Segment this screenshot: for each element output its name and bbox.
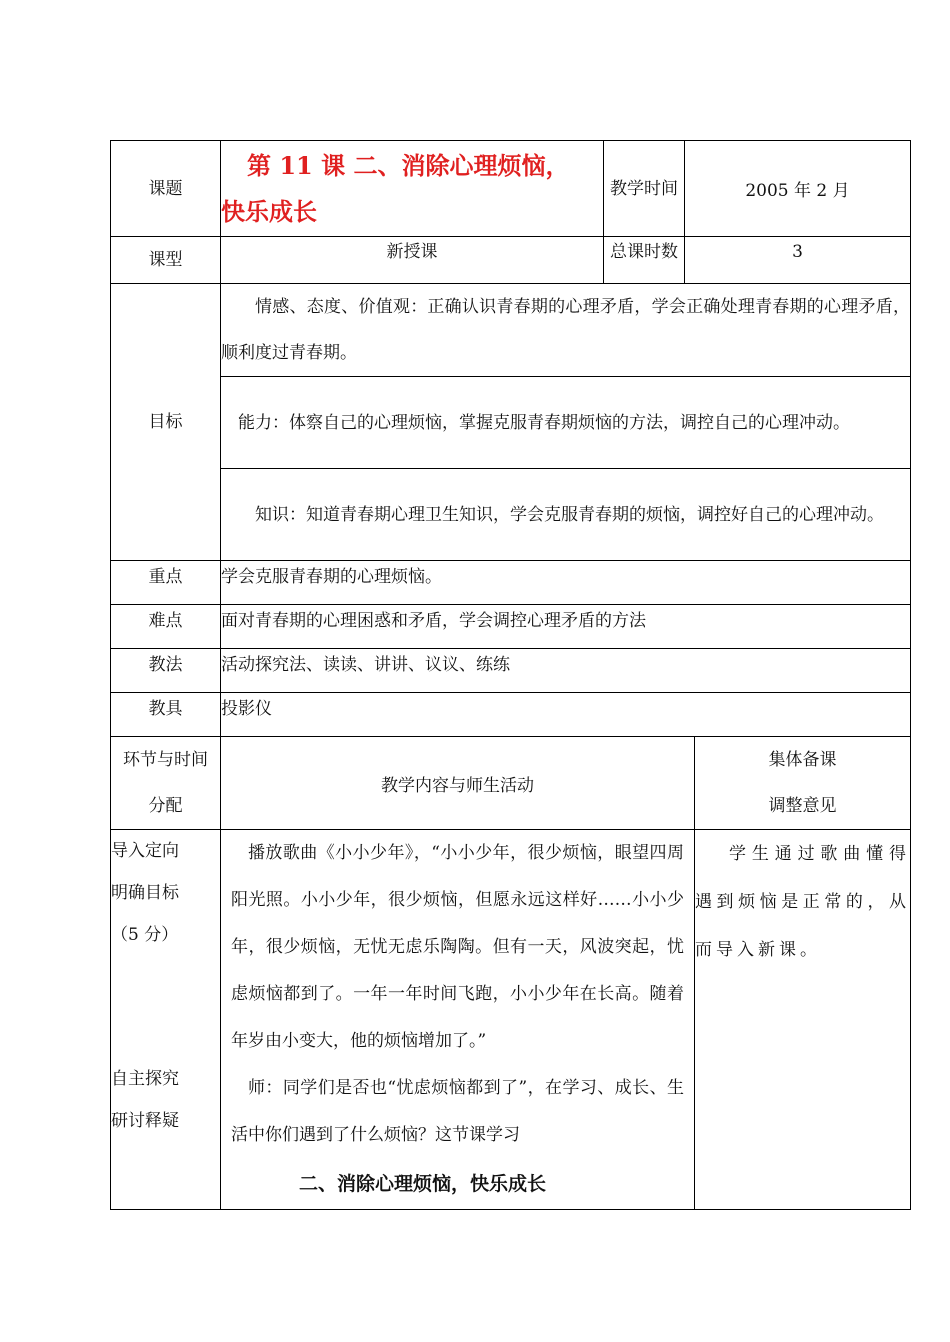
row-topic: [111, 141, 911, 237]
row-goal-ability: [111, 377, 911, 469]
type-label: 课型: [111, 237, 221, 284]
difficulty-value: 面对青春期的心理困惑和矛盾，学会调控心理矛盾的方法: [221, 605, 911, 649]
goal-ability: 能力：体察自己的心理烦恼，掌握克服青春期烦恼的方法，调控自己的心理冲动。: [221, 377, 911, 469]
notes-header-line2: 调整意见: [768, 796, 837, 816]
row-difficulty: [111, 605, 911, 649]
notes-header-line1: 集体备课: [768, 750, 837, 770]
hours-label: 总课时数: [604, 237, 685, 284]
goal-knowledge: 知识：知道青春期心理卫生知识，学会克服青春期的烦恼，调控好自己的心理冲动。: [221, 469, 911, 561]
row-method: [111, 649, 911, 693]
stage2: [111, 1020, 220, 1142]
note-text: 学生通过歌曲懂得遇到烦恼是正常的，从而导入新课。: [695, 844, 911, 960]
content-column: [221, 830, 695, 1210]
stage-column: [111, 830, 221, 1210]
stage-header: 环节与时间分配: [111, 737, 221, 830]
stage1-line1: 导入定向: [111, 841, 179, 861]
topic-label: 课题: [111, 141, 221, 237]
stage1: [111, 830, 220, 1020]
content-paragraph-1: 播放歌曲《小小少年》，“小小少年，很少烦恼，眼望四周阳光照。小小少年，很少烦恼，但愿永远这样好……小小少年，很少烦恼，无忧无虑乐陶陶。但有一天，风波突起，忧虑烦恼都到了。一年一年时间飞跑，小小少年在长高。随着年岁由小变大，他的烦恼增加了。”: [231, 843, 684, 1051]
time-value: 2005 年 2 月: [685, 141, 911, 237]
difficulty-label: 难点: [111, 605, 221, 649]
content-header: 教学内容与师生活动: [221, 737, 695, 830]
stage2-line2: 研讨释疑: [111, 1111, 179, 1131]
row-goal-emotion: [111, 284, 911, 377]
row-section-header: [111, 737, 911, 830]
method-label: 教法: [111, 649, 221, 693]
tool-value: 投影仪: [221, 693, 911, 737]
stage1-line2: 明确目标: [111, 883, 179, 903]
goal-emotion: 情感、态度、价值观：正确认识青春期的心理矛盾，学会正确处理青春期的心理矛盾，顺利度过青春期。: [221, 284, 911, 377]
row-lesson-content: [111, 830, 911, 1210]
tool-label: 教具: [111, 693, 221, 737]
focus-label: 重点: [111, 561, 221, 605]
notes-header: [695, 737, 911, 830]
row-type: [111, 237, 911, 284]
stage1-line3: （5 分）: [111, 925, 179, 945]
type-value: 新授课: [221, 237, 604, 284]
topic-title-line2: 快乐成长: [221, 196, 317, 226]
method-value: 活动探究法、读读、讲讲、议议、练练: [221, 649, 911, 693]
time-label: 教学时间: [604, 141, 685, 237]
row-tool: [111, 693, 911, 737]
stage2-line1: 自主探究: [111, 1069, 179, 1089]
row-focus: [111, 561, 911, 605]
topic-title-line1: 第 11 课 二、消除心理烦恼，: [247, 150, 570, 180]
focus-value: 学会克服青春期的心理烦恼。: [221, 561, 911, 605]
content-paragraph-2: 师：同学们是否也“忧虑烦恼都到了”，在学习、成长、生活中你们遇到了什么烦恼？这节课学习: [231, 1078, 684, 1145]
row-goal-knowledge: [111, 469, 911, 561]
hours-value: 3: [685, 237, 911, 284]
topic-title: [221, 141, 604, 237]
notes-column: [695, 830, 911, 1210]
lesson-plan-table: [110, 140, 911, 1210]
goal-label: 目标: [111, 284, 221, 561]
content-heading: 二、消除心理烦恼，快乐成长: [299, 1173, 547, 1195]
